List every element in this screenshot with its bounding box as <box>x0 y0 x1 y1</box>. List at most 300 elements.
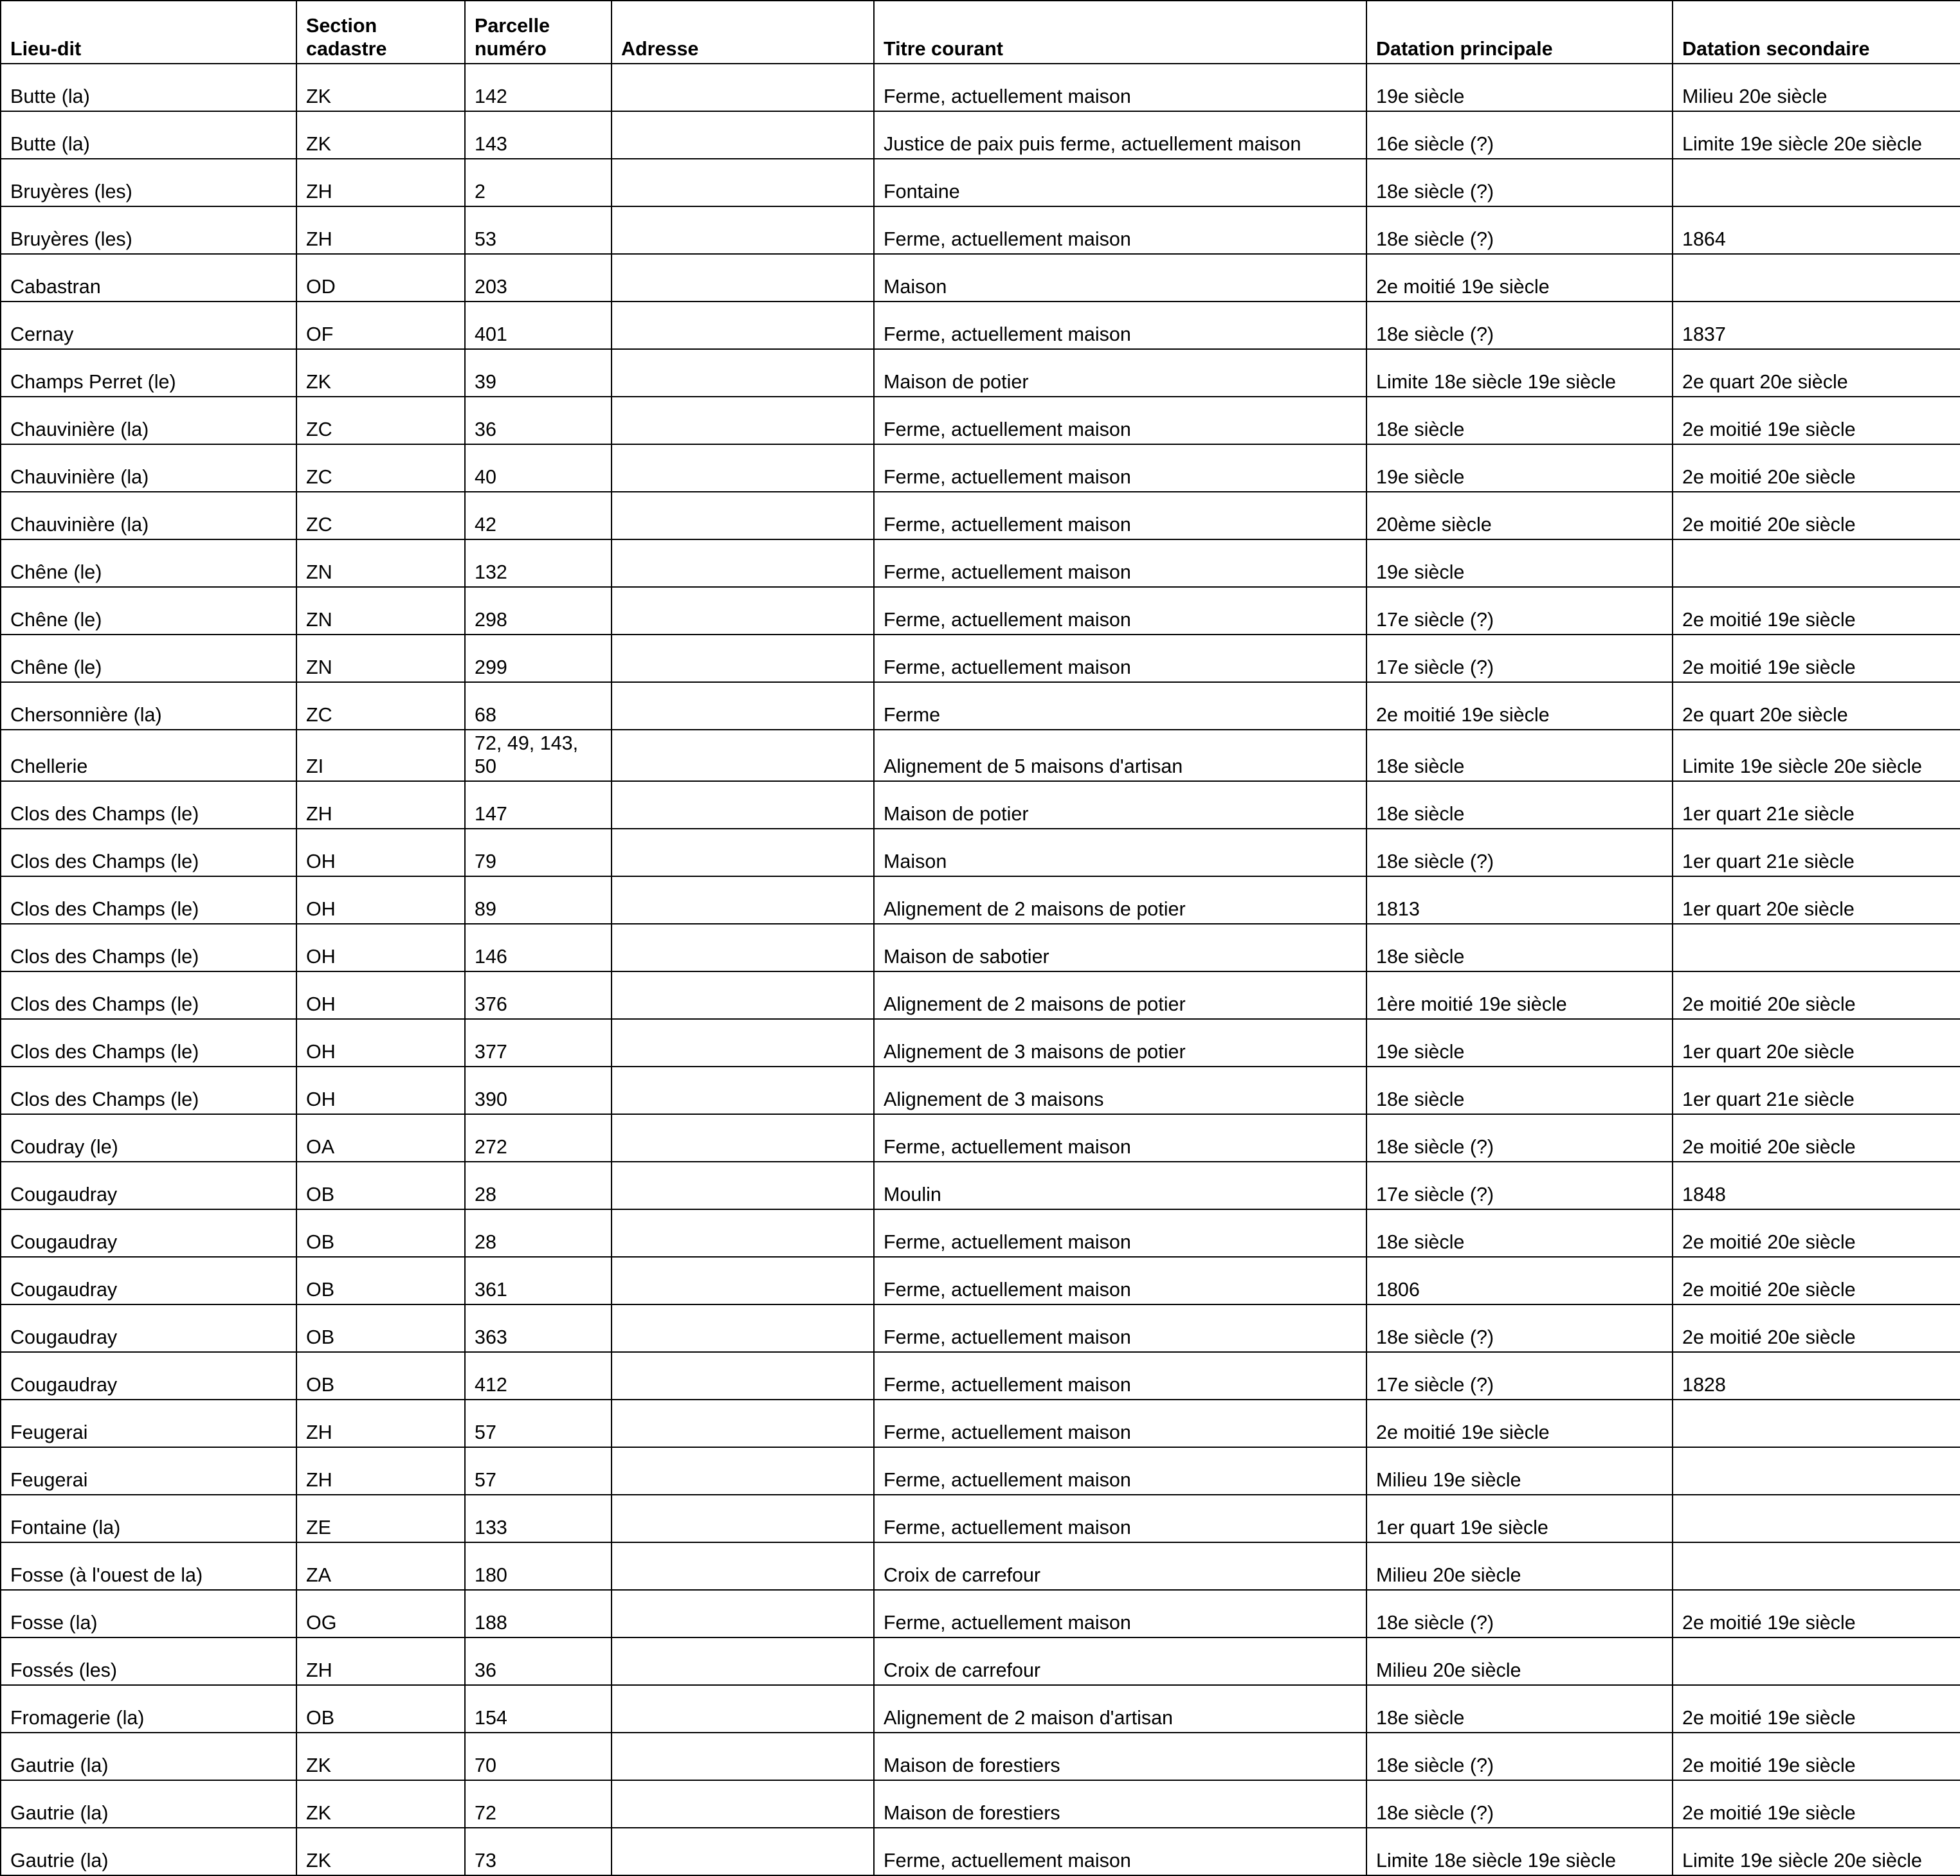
cell-parcelle-numero: 57 <box>465 1447 612 1495</box>
cell-lieu-dit: Butte (la) <box>1 111 296 159</box>
cell-datation-secondaire <box>1673 1447 1960 1495</box>
cell-lieu-dit: Chersonnière (la) <box>1 682 296 730</box>
cell-adresse <box>612 444 874 492</box>
cell-titre-courant: Ferme <box>874 682 1366 730</box>
cell-titre-courant: Alignement de 2 maison d'artisan <box>874 1685 1366 1733</box>
cell-lieu-dit: Gautrie (la) <box>1 1828 296 1875</box>
cell-datation-principale: 18e siècle (?) <box>1366 206 1673 254</box>
table-row <box>1 1352 1960 1400</box>
table-row <box>1 1685 1960 1733</box>
cell-lieu-dit: Clos des Champs (le) <box>1 829 296 876</box>
cell-adresse <box>612 1114 874 1162</box>
cell-adresse <box>612 924 874 971</box>
cell-datation-principale: 18e siècle <box>1366 1685 1673 1733</box>
cell-lieu-dit: Coudray (le) <box>1 1114 296 1162</box>
cell-titre-courant: Ferme, actuellement maison <box>874 64 1366 111</box>
cell-lieu-dit: Cougaudray <box>1 1162 296 1209</box>
cell-datation-principale: Limite 18e siècle 19e siècle <box>1366 349 1673 397</box>
cell-adresse <box>612 1828 874 1875</box>
cell-section-cadastre: ZK <box>296 111 465 159</box>
table-row <box>1 1209 1960 1257</box>
cell-adresse <box>612 1590 874 1637</box>
cell-parcelle-numero: 89 <box>465 876 612 924</box>
cell-lieu-dit: Chauvinière (la) <box>1 492 296 539</box>
cell-datation-secondaire: 2e moitié 19e siècle <box>1673 635 1960 682</box>
cell-adresse <box>612 254 874 302</box>
table-row <box>1 159 1960 206</box>
cell-adresse <box>612 1400 874 1447</box>
cell-datation-secondaire: 2e moitié 20e siècle <box>1673 492 1960 539</box>
cell-adresse <box>612 876 874 924</box>
cell-lieu-dit: Feugerai <box>1 1400 296 1447</box>
cell-datation-secondaire: 2e moitié 19e siècle <box>1673 397 1960 444</box>
cell-lieu-dit: Clos des Champs (le) <box>1 971 296 1019</box>
cell-datation-secondaire <box>1673 1637 1960 1685</box>
cell-section-cadastre: ZH <box>296 1400 465 1447</box>
cell-lieu-dit: Clos des Champs (le) <box>1 1019 296 1067</box>
table-row <box>1 444 1960 492</box>
cell-datation-principale: 18e siècle <box>1366 1209 1673 1257</box>
cell-datation-principale: 1806 <box>1366 1257 1673 1304</box>
cell-datation-principale: 1ère moitié 19e siècle <box>1366 971 1673 1019</box>
cell-parcelle-numero: 28 <box>465 1209 612 1257</box>
cell-titre-courant: Maison de sabotier <box>874 924 1366 971</box>
cell-parcelle-numero: 363 <box>465 1304 612 1352</box>
cell-section-cadastre: OD <box>296 254 465 302</box>
table-row <box>1 492 1960 539</box>
cell-section-cadastre: OG <box>296 1590 465 1637</box>
cell-parcelle-numero: 36 <box>465 397 612 444</box>
cell-parcelle-numero: 72 <box>465 1780 612 1828</box>
cell-adresse <box>612 159 874 206</box>
cell-datation-principale: 18e siècle (?) <box>1366 829 1673 876</box>
cell-section-cadastre: ZC <box>296 397 465 444</box>
cell-adresse <box>612 1257 874 1304</box>
cell-parcelle-numero: 72, 49, 143, 50 <box>465 730 612 781</box>
header-row <box>1 1 1960 64</box>
cell-lieu-dit: Fromagerie (la) <box>1 1685 296 1733</box>
cell-datation-principale: 17e siècle (?) <box>1366 1162 1673 1209</box>
cell-parcelle-numero: 39 <box>465 349 612 397</box>
cell-titre-courant: Ferme, actuellement maison <box>874 587 1366 635</box>
table-row <box>1 1114 1960 1162</box>
cell-parcelle-numero: 203 <box>465 254 612 302</box>
cell-adresse <box>612 1304 874 1352</box>
cell-section-cadastre: ZH <box>296 206 465 254</box>
cell-lieu-dit: Clos des Champs (le) <box>1 1067 296 1114</box>
cell-adresse <box>612 587 874 635</box>
cell-lieu-dit: Fossés (les) <box>1 1637 296 1685</box>
table-row <box>1 1162 1960 1209</box>
table-row <box>1 1019 1960 1067</box>
table-row <box>1 829 1960 876</box>
cell-parcelle-numero: 412 <box>465 1352 612 1400</box>
cell-adresse <box>612 971 874 1019</box>
cell-parcelle-numero: 133 <box>465 1495 612 1542</box>
cell-titre-courant: Ferme, actuellement maison <box>874 302 1366 349</box>
cell-lieu-dit: Bruyères (les) <box>1 159 296 206</box>
cell-lieu-dit: Chauvinière (la) <box>1 444 296 492</box>
cell-adresse <box>612 64 874 111</box>
cell-titre-courant: Alignement de 2 maisons de potier <box>874 876 1366 924</box>
table-body <box>1 64 1960 1875</box>
cell-lieu-dit: Feugerai <box>1 1447 296 1495</box>
cell-section-cadastre: ZC <box>296 444 465 492</box>
table-row <box>1 539 1960 587</box>
cell-adresse <box>612 635 874 682</box>
cell-section-cadastre: OF <box>296 302 465 349</box>
cell-adresse <box>612 1209 874 1257</box>
cell-titre-courant: Croix de carrefour <box>874 1542 1366 1590</box>
cell-section-cadastre: ZK <box>296 349 465 397</box>
cell-datation-principale: 2e moitié 19e siècle <box>1366 682 1673 730</box>
cell-datation-secondaire <box>1673 1542 1960 1590</box>
cell-adresse <box>612 1685 874 1733</box>
cell-parcelle-numero: 361 <box>465 1257 612 1304</box>
cell-datation-secondaire: 2e moitié 19e siècle <box>1673 1780 1960 1828</box>
cell-lieu-dit: Champs Perret (le) <box>1 349 296 397</box>
table-row <box>1 781 1960 829</box>
cell-datation-principale: 19e siècle <box>1366 64 1673 111</box>
column-header-titre-courant: Titre courant <box>874 1 1366 64</box>
cell-datation-principale: Milieu 20e siècle <box>1366 1542 1673 1590</box>
cell-section-cadastre: ZK <box>296 1780 465 1828</box>
cell-adresse <box>612 111 874 159</box>
cell-section-cadastre: OB <box>296 1257 465 1304</box>
cell-section-cadastre: ZH <box>296 781 465 829</box>
column-header-datation-principale: Datation principale <box>1366 1 1673 64</box>
cell-parcelle-numero: 376 <box>465 971 612 1019</box>
cell-parcelle-numero: 377 <box>465 1019 612 1067</box>
cell-parcelle-numero: 73 <box>465 1828 612 1875</box>
cell-datation-principale: 18e siècle <box>1366 730 1673 781</box>
cell-parcelle-numero: 28 <box>465 1162 612 1209</box>
cell-datation-principale: 18e siècle <box>1366 1067 1673 1114</box>
cell-parcelle-numero: 42 <box>465 492 612 539</box>
table-row <box>1 682 1960 730</box>
cell-parcelle-numero: 68 <box>465 682 612 730</box>
cell-titre-courant: Ferme, actuellement maison <box>874 492 1366 539</box>
cell-adresse <box>612 539 874 587</box>
cell-adresse <box>612 829 874 876</box>
cell-titre-courant: Ferme, actuellement maison <box>874 1304 1366 1352</box>
cell-datation-principale: 18e siècle (?) <box>1366 159 1673 206</box>
cell-section-cadastre: OB <box>296 1352 465 1400</box>
cell-datation-principale: 2e moitié 19e siècle <box>1366 1400 1673 1447</box>
cell-lieu-dit: Clos des Champs (le) <box>1 924 296 971</box>
table-row <box>1 1733 1960 1780</box>
cell-adresse <box>612 302 874 349</box>
cell-section-cadastre: OB <box>296 1162 465 1209</box>
cell-datation-principale: 19e siècle <box>1366 444 1673 492</box>
cell-parcelle-numero: 146 <box>465 924 612 971</box>
cell-lieu-dit: Butte (la) <box>1 64 296 111</box>
cell-titre-courant: Maison de potier <box>874 349 1366 397</box>
cell-datation-principale: 19e siècle <box>1366 539 1673 587</box>
cell-lieu-dit: Cougaudray <box>1 1352 296 1400</box>
cell-datation-secondaire: 1864 <box>1673 206 1960 254</box>
cell-parcelle-numero: 132 <box>465 539 612 587</box>
cell-adresse <box>612 1019 874 1067</box>
cell-section-cadastre: ZI <box>296 730 465 781</box>
cell-adresse <box>612 730 874 781</box>
cell-adresse <box>612 1495 874 1542</box>
cell-lieu-dit: Cabastran <box>1 254 296 302</box>
cell-parcelle-numero: 180 <box>465 1542 612 1590</box>
cell-section-cadastre: OB <box>296 1304 465 1352</box>
cell-lieu-dit: Fosse (la) <box>1 1590 296 1637</box>
cell-adresse <box>612 1067 874 1114</box>
cell-adresse <box>612 682 874 730</box>
cell-datation-secondaire: 2e quart 20e siècle <box>1673 349 1960 397</box>
cell-datation-secondaire <box>1673 924 1960 971</box>
cell-datation-principale: 16e siècle (?) <box>1366 111 1673 159</box>
cell-titre-courant: Alignement de 2 maisons de potier <box>874 971 1366 1019</box>
cell-datation-secondaire: 2e moitié 20e siècle <box>1673 971 1960 1019</box>
cell-datation-secondaire: 1er quart 20e siècle <box>1673 1019 1960 1067</box>
cell-datation-principale: Milieu 20e siècle <box>1366 1637 1673 1685</box>
cell-datation-secondaire: 2e moitié 20e siècle <box>1673 1114 1960 1162</box>
cell-lieu-dit: Gautrie (la) <box>1 1780 296 1828</box>
cell-datation-secondaire <box>1673 539 1960 587</box>
cell-section-cadastre: ZN <box>296 587 465 635</box>
cell-datation-secondaire: 2e quart 20e siècle <box>1673 682 1960 730</box>
cell-datation-principale: 17e siècle (?) <box>1366 587 1673 635</box>
table-row <box>1 349 1960 397</box>
table-row <box>1 635 1960 682</box>
cell-datation-secondaire: 1828 <box>1673 1352 1960 1400</box>
cell-section-cadastre: OA <box>296 1114 465 1162</box>
cell-lieu-dit: Fosse (à l'ouest de la) <box>1 1542 296 1590</box>
cell-section-cadastre: ZN <box>296 635 465 682</box>
cell-datation-principale: 18e siècle (?) <box>1366 1114 1673 1162</box>
cell-adresse <box>612 1733 874 1780</box>
cell-parcelle-numero: 298 <box>465 587 612 635</box>
cell-titre-courant: Ferme, actuellement maison <box>874 1114 1366 1162</box>
cell-titre-courant: Alignement de 5 maisons d'artisan <box>874 730 1366 781</box>
cell-section-cadastre: ZE <box>296 1495 465 1542</box>
cell-datation-principale: 18e siècle (?) <box>1366 1590 1673 1637</box>
cell-datation-principale: 18e siècle (?) <box>1366 302 1673 349</box>
cell-datation-secondaire <box>1673 254 1960 302</box>
cell-titre-courant: Ferme, actuellement maison <box>874 397 1366 444</box>
cell-section-cadastre: ZA <box>296 1542 465 1590</box>
cell-datation-secondaire: 1848 <box>1673 1162 1960 1209</box>
cell-parcelle-numero: 142 <box>465 64 612 111</box>
cell-section-cadastre: OH <box>296 924 465 971</box>
cell-lieu-dit: Cernay <box>1 302 296 349</box>
cell-adresse <box>612 492 874 539</box>
cell-datation-secondaire: 1er quart 21e siècle <box>1673 1067 1960 1114</box>
cell-parcelle-numero: 53 <box>465 206 612 254</box>
cell-section-cadastre: ZK <box>296 1733 465 1780</box>
table-row <box>1 1542 1960 1590</box>
cell-titre-courant: Ferme, actuellement maison <box>874 1257 1366 1304</box>
cell-section-cadastre: OH <box>296 971 465 1019</box>
cell-parcelle-numero: 70 <box>465 1733 612 1780</box>
cell-section-cadastre: ZH <box>296 159 465 206</box>
cell-titre-courant: Ferme, actuellement maison <box>874 444 1366 492</box>
cell-adresse <box>612 781 874 829</box>
cell-titre-courant: Moulin <box>874 1162 1366 1209</box>
cell-titre-courant: Ferme, actuellement maison <box>874 1828 1366 1875</box>
cell-section-cadastre: ZN <box>296 539 465 587</box>
cell-parcelle-numero: 79 <box>465 829 612 876</box>
cell-adresse <box>612 1162 874 1209</box>
cell-titre-courant: Maison de potier <box>874 781 1366 829</box>
cell-adresse <box>612 1447 874 1495</box>
cell-parcelle-numero: 57 <box>465 1400 612 1447</box>
cell-datation-secondaire: Limite 19e siècle 20e siècle <box>1673 1828 1960 1875</box>
cell-titre-courant: Justice de paix puis ferme, actuellement maison <box>874 111 1366 159</box>
table-row <box>1 302 1960 349</box>
cell-adresse <box>612 1780 874 1828</box>
cell-lieu-dit: Fontaine (la) <box>1 1495 296 1542</box>
cell-lieu-dit: Cougaudray <box>1 1209 296 1257</box>
cell-section-cadastre: OB <box>296 1685 465 1733</box>
cell-parcelle-numero: 2 <box>465 159 612 206</box>
cell-datation-secondaire: Milieu 20e siècle <box>1673 64 1960 111</box>
cell-datation-principale: 18e siècle (?) <box>1366 1780 1673 1828</box>
cell-lieu-dit: Clos des Champs (le) <box>1 781 296 829</box>
cell-titre-courant: Alignement de 3 maisons de potier <box>874 1019 1366 1067</box>
cell-datation-secondaire: 2e moitié 20e siècle <box>1673 1257 1960 1304</box>
cell-parcelle-numero: 143 <box>465 111 612 159</box>
table-row <box>1 111 1960 159</box>
cell-titre-courant: Ferme, actuellement maison <box>874 206 1366 254</box>
cell-titre-courant: Maison de forestiers <box>874 1780 1366 1828</box>
cell-datation-secondaire: 1er quart 21e siècle <box>1673 829 1960 876</box>
cell-lieu-dit: Chêne (le) <box>1 587 296 635</box>
cell-datation-secondaire: 2e moitié 20e siècle <box>1673 1304 1960 1352</box>
cell-section-cadastre: OH <box>296 1067 465 1114</box>
table-row <box>1 1828 1960 1875</box>
cell-datation-secondaire: 1er quart 21e siècle <box>1673 781 1960 829</box>
cell-lieu-dit: Cougaudray <box>1 1304 296 1352</box>
column-header-lieu-dit: Lieu-dit <box>1 1 296 64</box>
cell-datation-principale: 18e siècle <box>1366 924 1673 971</box>
table-row <box>1 1780 1960 1828</box>
cell-parcelle-numero: 401 <box>465 302 612 349</box>
column-header-section-cadastre: Section cadastre <box>296 1 465 64</box>
cell-titre-courant: Ferme, actuellement maison <box>874 1352 1366 1400</box>
cell-parcelle-numero: 272 <box>465 1114 612 1162</box>
cell-section-cadastre: ZC <box>296 682 465 730</box>
table-row <box>1 876 1960 924</box>
cell-adresse <box>612 349 874 397</box>
cell-datation-secondaire <box>1673 1495 1960 1542</box>
cell-section-cadastre: ZH <box>296 1447 465 1495</box>
cell-datation-secondaire: 2e moitié 19e siècle <box>1673 587 1960 635</box>
cell-parcelle-numero: 390 <box>465 1067 612 1114</box>
table-row <box>1 1590 1960 1637</box>
cell-datation-principale: 1813 <box>1366 876 1673 924</box>
cell-datation-principale: 18e siècle (?) <box>1366 1304 1673 1352</box>
cell-parcelle-numero: 40 <box>465 444 612 492</box>
cell-titre-courant: Ferme, actuellement maison <box>874 1590 1366 1637</box>
cell-section-cadastre: OH <box>296 876 465 924</box>
column-header-datation-secondaire: Datation secondaire <box>1673 1 1960 64</box>
cell-lieu-dit: Chauvinière (la) <box>1 397 296 444</box>
cell-titre-courant: Maison <box>874 254 1366 302</box>
column-header-adresse: Adresse <box>612 1 874 64</box>
cell-datation-secondaire: 1er quart 20e siècle <box>1673 876 1960 924</box>
cell-lieu-dit: Cougaudray <box>1 1257 296 1304</box>
cell-datation-secondaire: Limite 19e siècle 20e siècle <box>1673 111 1960 159</box>
cell-datation-secondaire: 2e moitié 19e siècle <box>1673 1685 1960 1733</box>
table-row <box>1 64 1960 111</box>
cell-section-cadastre: ZH <box>296 1637 465 1685</box>
cell-datation-secondaire: 2e moitié 20e siècle <box>1673 444 1960 492</box>
cell-datation-secondaire <box>1673 159 1960 206</box>
cell-lieu-dit: Clos des Champs (le) <box>1 876 296 924</box>
table-row <box>1 971 1960 1019</box>
cell-lieu-dit: Chêne (le) <box>1 635 296 682</box>
cell-section-cadastre: ZK <box>296 1828 465 1875</box>
cell-adresse <box>612 1352 874 1400</box>
cell-datation-secondaire: 2e moitié 19e siècle <box>1673 1590 1960 1637</box>
cell-datation-principale: 1er quart 19e siècle <box>1366 1495 1673 1542</box>
cell-titre-courant: Ferme, actuellement maison <box>874 539 1366 587</box>
cell-titre-courant: Ferme, actuellement maison <box>874 1447 1366 1495</box>
cell-datation-secondaire: 2e moitié 19e siècle <box>1673 1733 1960 1780</box>
cell-datation-principale: 17e siècle (?) <box>1366 635 1673 682</box>
cell-datation-secondaire <box>1673 1400 1960 1447</box>
cell-parcelle-numero: 147 <box>465 781 612 829</box>
cell-section-cadastre: ZK <box>296 64 465 111</box>
cell-titre-courant: Fontaine <box>874 159 1366 206</box>
table-row <box>1 1495 1960 1542</box>
cell-datation-principale: 18e siècle <box>1366 397 1673 444</box>
table-row <box>1 206 1960 254</box>
cell-section-cadastre: ZC <box>296 492 465 539</box>
cell-titre-courant: Maison de forestiers <box>874 1733 1366 1780</box>
table-row <box>1 397 1960 444</box>
table-row <box>1 1304 1960 1352</box>
cell-datation-principale: Limite 18e siècle 19e siècle <box>1366 1828 1673 1875</box>
table-row <box>1 1257 1960 1304</box>
cell-parcelle-numero: 154 <box>465 1685 612 1733</box>
cell-datation-principale: 18e siècle <box>1366 781 1673 829</box>
cell-titre-courant: Ferme, actuellement maison <box>874 1400 1366 1447</box>
cell-parcelle-numero: 188 <box>465 1590 612 1637</box>
cell-datation-secondaire: Limite 19e siècle 20e siècle <box>1673 730 1960 781</box>
cell-titre-courant: Croix de carrefour <box>874 1637 1366 1685</box>
cell-datation-principale: 19e siècle <box>1366 1019 1673 1067</box>
cell-parcelle-numero: 299 <box>465 635 612 682</box>
table-row <box>1 1067 1960 1114</box>
cell-lieu-dit: Bruyères (les) <box>1 206 296 254</box>
table-row <box>1 587 1960 635</box>
cell-adresse <box>612 397 874 444</box>
table-row <box>1 730 1960 781</box>
cell-titre-courant: Maison <box>874 829 1366 876</box>
table-row <box>1 254 1960 302</box>
cell-lieu-dit: Gautrie (la) <box>1 1733 296 1780</box>
table-row <box>1 1400 1960 1447</box>
table-row <box>1 924 1960 971</box>
cell-section-cadastre: OH <box>296 829 465 876</box>
cell-lieu-dit: Chêne (le) <box>1 539 296 587</box>
cell-datation-principale: 17e siècle (?) <box>1366 1352 1673 1400</box>
table-row <box>1 1447 1960 1495</box>
cell-datation-principale: Milieu 19e siècle <box>1366 1447 1673 1495</box>
cell-datation-principale: 18e siècle (?) <box>1366 1733 1673 1780</box>
cell-lieu-dit: Chellerie <box>1 730 296 781</box>
cell-titre-courant: Ferme, actuellement maison <box>874 1495 1366 1542</box>
cell-titre-courant: Ferme, actuellement maison <box>874 1209 1366 1257</box>
cell-adresse <box>612 1637 874 1685</box>
